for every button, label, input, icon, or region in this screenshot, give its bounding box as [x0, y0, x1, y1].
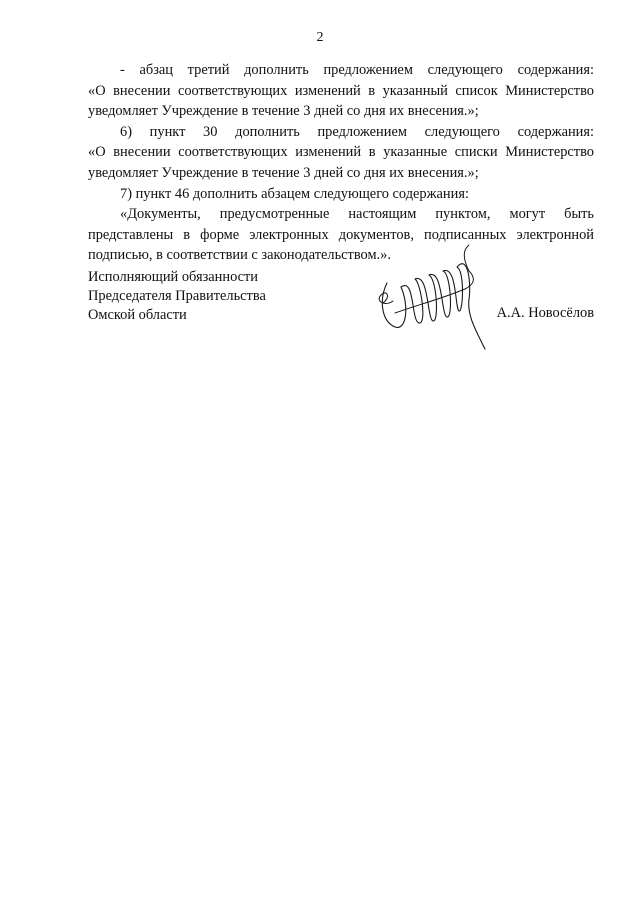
- paragraph: 6) пункт 30 дополнить предложением следующего содержания:: [120, 123, 594, 140]
- paragraph: «О внесении соответствующих изменений в указанные списки Министерство уведомляет Учреждение в течение 3 дней со дня их внесения.»;: [88, 144, 594, 181]
- paragraph: 7) пункт 46 дополнить абзацем следующего содержания:: [120, 185, 469, 202]
- signature-icon: [373, 243, 491, 359]
- paragraph: «О внесении соответствующих изменений в указанный список Министерство уведомляет Учреждение в течение 3 дней со дня их внесения.»;: [88, 82, 594, 120]
- signer-name: А.А. Новосёлов: [496, 305, 594, 321]
- page-number: 2: [316, 30, 324, 45]
- signer-title: [88, 268, 266, 325]
- signer-title-line: Председателя Правительства: [88, 288, 266, 304]
- document-body: [88, 60, 594, 266]
- signer-title-line: Омской области: [88, 307, 187, 323]
- signer-title-line: Исполняющий обязанности: [88, 269, 259, 285]
- paragraph: - абзац третий дополнить предложением следующего содержания:: [120, 62, 594, 78]
- paragraph: «Документы, предусмотренные настоящим пунктом, могут быть представлены в форме электронных документов, подписанных электронной подписью, в соответствии с законодательством.».: [88, 206, 594, 264]
